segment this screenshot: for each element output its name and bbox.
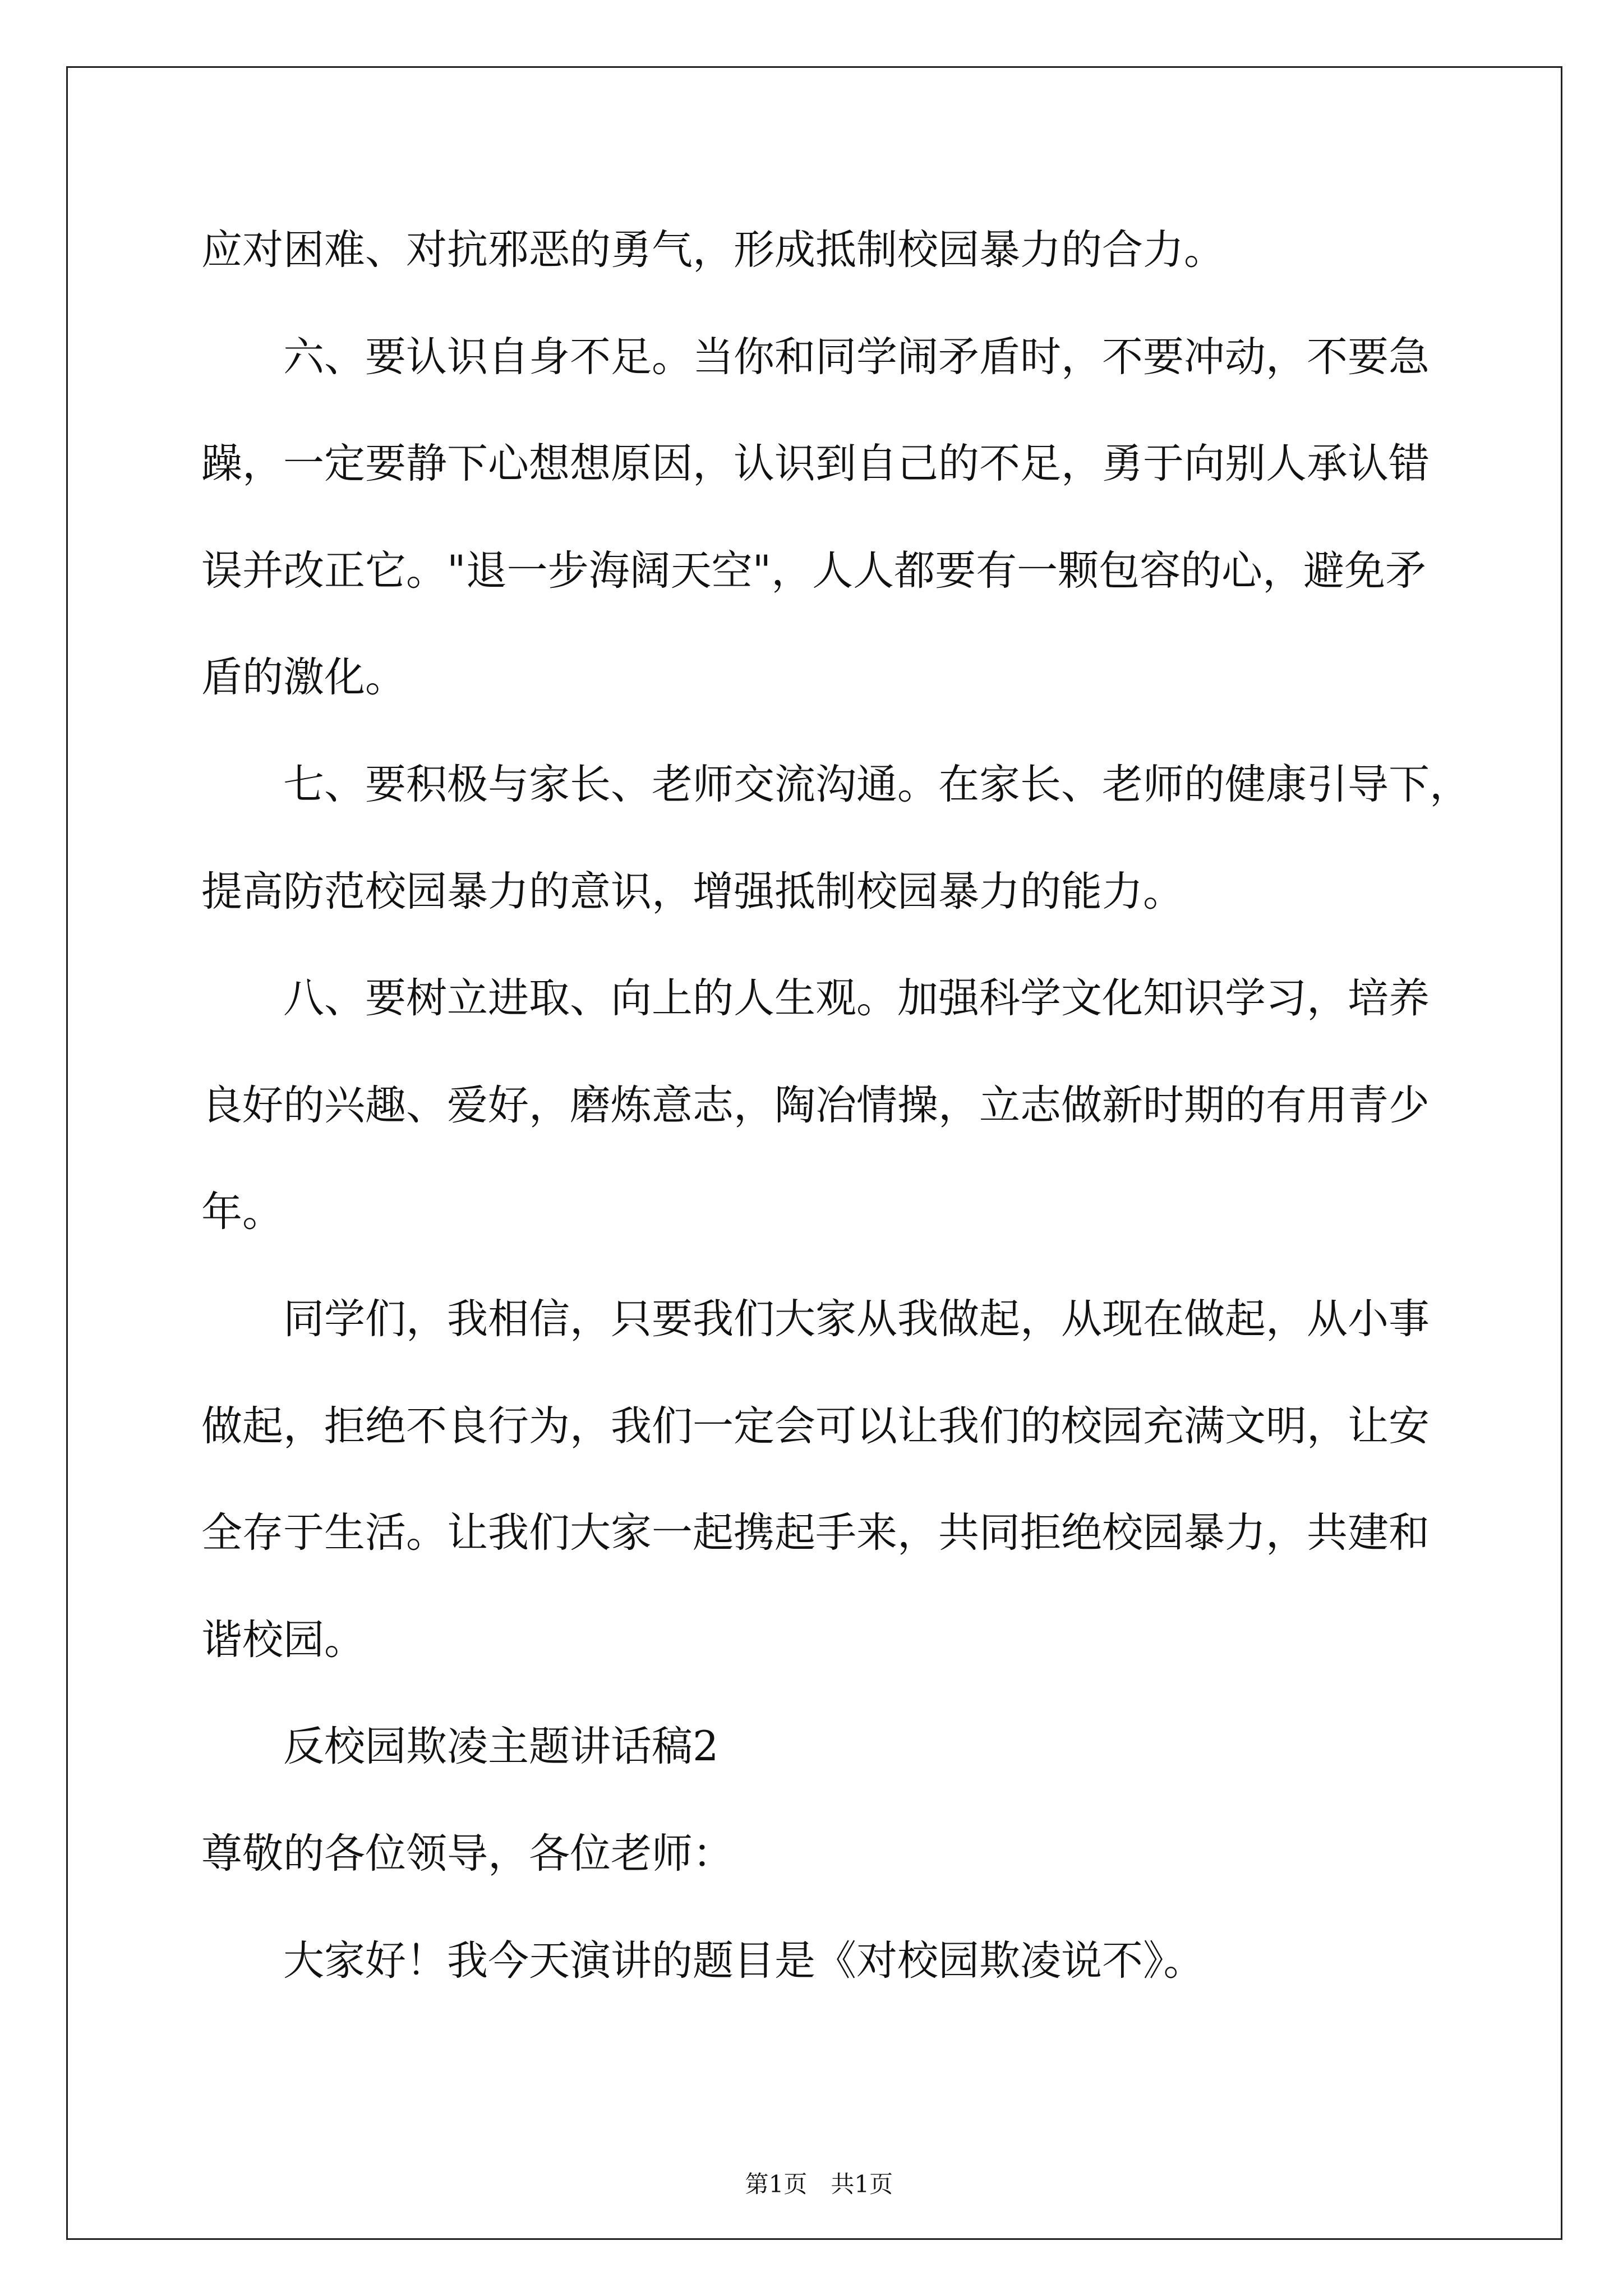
section-heading <box>201 1694 1514 1801</box>
paragraph-greeting <box>201 1908 1514 2015</box>
document-body <box>201 197 1514 2014</box>
text-line: 尊敬的各位领导，各位老师： <box>201 1829 734 1878</box>
paragraph-continued <box>201 197 1514 304</box>
text-line: 躁，一定要静下心想想原因，认识到自己的不足，勇于向别人承认错 <box>201 440 1430 488</box>
text-line: 八、要树立进取、向上的人生观。加强科学文化知识学习，培养 <box>283 974 1430 1023</box>
text-line: 年。 <box>201 1188 283 1236</box>
text-line: 应对困难、对抗邪恶的勇气，形成抵制校园暴力的合力。 <box>201 226 1225 274</box>
text-line: 全存于生活。让我们大家一起携起手来，共同拒绝校园暴力，共建和 <box>201 1509 1430 1557</box>
text-line: 盾的激化。 <box>201 654 406 702</box>
paragraph-closing <box>201 1266 1514 1694</box>
paragraph-item-eight <box>201 945 1514 1266</box>
text-line: 谐校园。 <box>201 1616 365 1664</box>
text-line: 误并改正它。"退一步海阔天空"，人人都要有一颗包容的心，避免矛 <box>201 546 1427 595</box>
page-number-label: 第1页 共1页 <box>745 2170 893 2198</box>
text-line: 七、要积极与家长、老师交流沟通。在家长、老师的健康引导下， <box>283 760 1470 808</box>
text-line: 大家好！我今天演讲的题目是《对校园欺凌说不》。 <box>283 1936 1205 1985</box>
heading-text: 反校园欺凌主题讲话稿2 <box>283 1723 719 1771</box>
text-line: 同学们，我相信，只要我们大家从我做起，从现在做起，从小事 <box>283 1295 1430 1343</box>
text-line: 良好的兴趣、爱好，磨炼意志，陶冶情操，立志做新时期的有用青少 <box>201 1081 1430 1129</box>
text-line: 六、要认识自身不足。当你和同学闹矛盾时，不要冲动，不要急 <box>283 333 1430 381</box>
paragraph-item-seven <box>201 731 1514 945</box>
paragraph-item-six <box>201 304 1514 731</box>
salutation <box>201 1801 1514 1908</box>
page-footer <box>0 2142 1623 2198</box>
text-line: 提高防范校园暴力的意识，增强抵制校园暴力的能力。 <box>201 867 1184 915</box>
text-line: 做起，拒绝不良行为，我们一定会可以让我们的校园充满文明，让安 <box>201 1402 1430 1450</box>
